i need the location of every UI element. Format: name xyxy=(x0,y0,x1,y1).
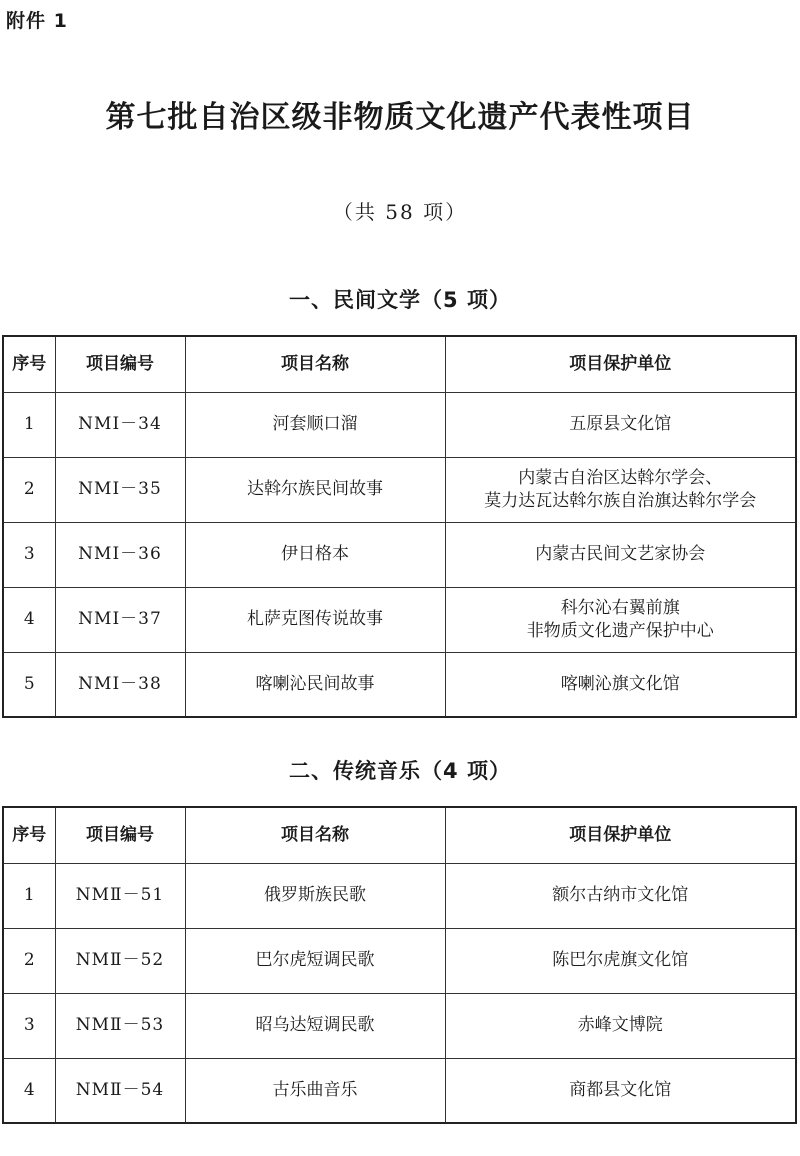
cell-code: NMⅠ－36 xyxy=(55,522,185,587)
header-code: 项目编号 xyxy=(55,336,185,392)
table-row xyxy=(3,863,796,928)
header-name: 项目名称 xyxy=(185,336,445,392)
cell-code: NMⅡ－52 xyxy=(55,928,185,993)
table-row xyxy=(3,993,796,1058)
cell-code: NMⅡ－53 xyxy=(55,993,185,1058)
header-name: 项目名称 xyxy=(185,807,445,863)
cell-seq: 1 xyxy=(3,863,55,928)
cell-code: NMⅡ－54 xyxy=(55,1058,185,1123)
cell-seq: 4 xyxy=(3,1058,55,1123)
table-row xyxy=(3,928,796,993)
header-unit: 项目保护单位 xyxy=(445,336,796,392)
cell-seq: 3 xyxy=(3,993,55,1058)
table-row xyxy=(3,587,796,652)
header-code: 项目编号 xyxy=(55,807,185,863)
cell-code: NMⅡ－51 xyxy=(55,863,185,928)
cell-seq: 4 xyxy=(3,587,55,652)
unit-line: 五原县文化馆 xyxy=(569,414,672,434)
table-header-row xyxy=(3,807,796,863)
cell-name: 札萨克图传说故事 xyxy=(185,587,445,652)
folk-literature-table xyxy=(2,335,797,718)
table-header-row xyxy=(3,336,796,392)
unit-line: 赤峰文博院 xyxy=(577,1015,663,1035)
table-row xyxy=(3,522,796,587)
cell-code: NMⅠ－35 xyxy=(55,457,185,522)
cell-unit xyxy=(445,457,796,522)
attachment-label: 附件 1 xyxy=(6,10,68,32)
cell-unit xyxy=(445,1058,796,1123)
unit-line: 科尔沁右翼前旗 xyxy=(560,597,680,618)
cell-unit xyxy=(445,587,796,652)
cell-seq: 2 xyxy=(3,928,55,993)
cell-name: 河套顺口溜 xyxy=(185,392,445,457)
cell-unit xyxy=(445,993,796,1058)
cell-unit xyxy=(445,392,796,457)
table-row xyxy=(3,457,796,522)
cell-name: 喀喇沁民间故事 xyxy=(185,652,445,717)
header-seq: 序号 xyxy=(3,807,55,863)
unit-line: 非物质文化遗产保护中心 xyxy=(526,620,714,641)
cell-seq: 3 xyxy=(3,522,55,587)
cell-name: 巴尔虎短调民歌 xyxy=(185,928,445,993)
document-title: 第七批自治区级非物质文化遗产代表性项目 xyxy=(105,100,695,135)
cell-seq: 1 xyxy=(3,392,55,457)
item-count-subtitle: （共 58 项） xyxy=(332,200,468,224)
cell-name: 达斡尔族民间故事 xyxy=(185,457,445,522)
cell-seq: 2 xyxy=(3,457,55,522)
unit-line: 陈巴尔虎旗文化馆 xyxy=(552,950,689,970)
unit-line: 莫力达瓦达斡尔族自治旗达斡尔学会 xyxy=(484,490,757,511)
unit-line: 额尔古纳市文化馆 xyxy=(552,885,689,905)
cell-name: 昭乌达短调民歌 xyxy=(185,993,445,1058)
section-title-traditional-music: 二、传统音乐（4 项） xyxy=(289,759,511,783)
unit-line: 商都县文化馆 xyxy=(569,1079,672,1100)
section-title-folk-literature: 一、民间文学（5 项） xyxy=(289,288,511,312)
cell-unit xyxy=(445,928,796,993)
traditional-music-table xyxy=(2,806,797,1124)
cell-code: NMⅠ－38 xyxy=(55,652,185,717)
cell-name: 俄罗斯族民歌 xyxy=(185,863,445,928)
cell-code: NMⅠ－37 xyxy=(55,587,185,652)
table-row xyxy=(3,652,796,717)
unit-line: 内蒙古民间文艺家协会 xyxy=(535,544,706,564)
header-seq: 序号 xyxy=(3,336,55,392)
cell-name: 伊日格本 xyxy=(185,522,445,587)
unit-line: 内蒙古自治区达斡尔学会、 xyxy=(518,467,723,488)
unit-line: 喀喇沁旗文化馆 xyxy=(560,673,680,694)
cell-unit xyxy=(445,652,796,717)
cell-seq: 5 xyxy=(3,652,55,717)
cell-name: 古乐曲音乐 xyxy=(185,1058,445,1123)
table-body xyxy=(3,863,796,1123)
table-body xyxy=(3,392,796,717)
table-row xyxy=(3,392,796,457)
header-unit: 项目保护单位 xyxy=(445,807,796,863)
cell-unit xyxy=(445,863,796,928)
cell-unit xyxy=(445,522,796,587)
cell-code: NMⅠ－34 xyxy=(55,392,185,457)
table-row xyxy=(3,1058,796,1123)
